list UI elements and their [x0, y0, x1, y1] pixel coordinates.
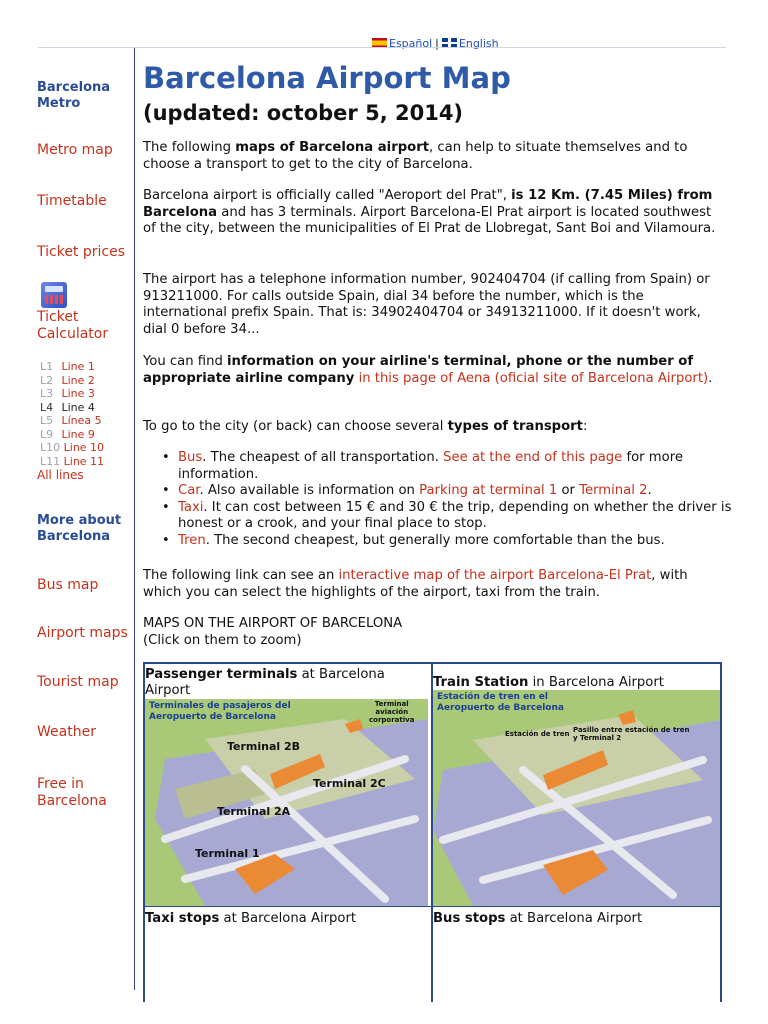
lang-english-link[interactable]: English [458, 37, 499, 50]
calculator-icon[interactable] [41, 282, 67, 308]
maps-heading-title: MAPS ON THE AIRPORT OF BARCELONA [143, 616, 403, 631]
caption-train-station: Train Station in Barcelona Airport [433, 675, 664, 690]
line-code: L3 [40, 387, 54, 400]
line-label[interactable]: Line 3 [61, 387, 95, 400]
line-code: L10 [40, 441, 61, 454]
line-code: L4 [40, 400, 54, 414]
train-map-svg [433, 690, 720, 906]
sidebar-link-weather[interactable]: Weather [37, 724, 96, 740]
caption-passenger-terminals: Passenger terminals at Barcelona Airport [145, 667, 385, 698]
transport-list [160, 450, 738, 550]
sidebar-link-metro-map[interactable]: Metro map [37, 142, 113, 158]
list-item: • Tren. The second cheapest, but generally more comfortable than the bus. [178, 533, 738, 550]
line-label: Line 4 [61, 400, 95, 414]
metro-lines-list [40, 360, 104, 468]
sidebar-link-free[interactable]: Free in Barcelona [37, 776, 107, 809]
taxi-link[interactable]: Taxi [178, 499, 204, 515]
end-of-page-link[interactable]: See at the end of this page [443, 450, 623, 465]
terminals-map-svg [145, 699, 428, 906]
line-label[interactable]: Line 2 [61, 373, 95, 387]
line-item[interactable] [40, 441, 104, 455]
line-item[interactable] [40, 428, 104, 442]
page-title: Barcelona Airport Map [143, 61, 511, 95]
line-code: L1 [40, 360, 54, 373]
list-item: • Bus. The cheapest of all transportation. See at the end of this page for more information. [178, 450, 738, 483]
sidebar-link-ticket-calculator[interactable]: Ticket Calculator [37, 309, 109, 342]
sidebar-link-bus-map[interactable]: Bus map [37, 577, 99, 593]
line-item[interactable] [40, 455, 104, 469]
line-code: L5 [40, 414, 54, 427]
interactive-map-link[interactable]: interactive map of the airport Barcelona-El Prat [338, 568, 652, 583]
caption-taxi-stops: Taxi stops at Barcelona Airport [145, 911, 357, 926]
map1-terminal-2c: Terminal 2C [313, 777, 386, 790]
line-item[interactable] [40, 360, 104, 374]
map1-terminal-2b: Terminal 2B [227, 740, 301, 753]
caption-bus-stops: Bus stops at Barcelona Airport [433, 911, 643, 926]
transport-intro: To go to the city (or back) can choose several types of transport: [143, 419, 588, 434]
terminals-map-image[interactable] [145, 699, 428, 906]
list-item: • Taxi. It can cost between 15 € and 30 € the trip, depending on whether the driver is honest or a crook, and your final place to stop. [178, 500, 738, 533]
map1-terminal-2a: Terminal 2A [217, 805, 291, 818]
line-label[interactable]: Line 11 [63, 454, 105, 468]
line-code: L11 [40, 454, 61, 468]
map2-station-label: Estación de tren [505, 730, 570, 738]
lang-separator: | [435, 37, 439, 50]
line-label[interactable]: Line 10 [63, 441, 105, 454]
sidebar-heading-more: More about Barcelona [37, 513, 122, 544]
sidebar-link-airport-maps[interactable]: Airport maps [37, 625, 128, 641]
list-item: • Car. Also available is information on Parking at terminal 1 or Terminal 2. [178, 483, 738, 500]
top-rule [38, 47, 726, 48]
map1-terminal-1: Terminal 1 [195, 847, 260, 860]
sidebar-link-all-lines[interactable]: All lines [37, 468, 84, 482]
parking-t1-link[interactable]: Parking at terminal 1 [419, 483, 558, 499]
bus-link[interactable]: Bus [178, 450, 203, 465]
line-label[interactable]: Line 9 [61, 427, 95, 441]
line-item-current [40, 401, 104, 415]
train-station-map-image[interactable] [433, 690, 720, 906]
line-code: L9 [40, 427, 54, 441]
airport-info-paragraph: Barcelona airport is officially called "Aeroport del Prat", is 12 Km. (7.45 Miles) from Barcelona and has 3 terminals. Airport Barcelona-El Prat airport is located southwest of the city, between the municipalities of El Prat de Llobregat, Sant Boi and Vilamoura. [143, 188, 716, 237]
line-label[interactable]: Line 1 [61, 360, 95, 373]
map1-title: Terminales de pasajeros del Aeropuerto de Barcelona [149, 701, 291, 722]
intro-paragraph: The following maps of Barcelona airport, can help to situate themselves and to choose a transport to get to the city of Barcelona. [143, 140, 688, 172]
language-switch [372, 37, 499, 50]
sidebar-divider [134, 48, 135, 990]
car-link[interactable]: Car [178, 483, 200, 499]
airline-paragraph: You can find information on your airline's terminal, phone or the number of appropriate airline company in this page of Aena (oficial site of Barcelona Airport). [143, 354, 713, 386]
lang-spanish-link[interactable]: Español [389, 37, 433, 50]
line-item[interactable] [40, 374, 104, 388]
aena-link[interactable]: in this page of Aena (oficial site of Barcelona Airport) [354, 370, 709, 386]
line-item[interactable] [40, 414, 104, 428]
phone-paragraph: The airport has a telephone information number, 902404704 (if calling from Spain) or 913211000. For calls outside Spain, dial 34 before the number, which is the international prefix Spain. That is: 34902404704 or 34913211000. If it doesn't work, dial 0 before 34... [143, 272, 710, 337]
sidebar-heading-metro: Barcelona Metro [37, 80, 111, 111]
map1-corporate-label: Terminal aviación corporativa [369, 700, 415, 724]
page-updated: (updated: october 5, 2014) [143, 101, 464, 125]
map2-title: Estación de tren en el Aeropuerto de Barcelona [437, 692, 564, 713]
sidebar-link-timetable[interactable]: Timetable [37, 193, 107, 209]
terminal2-link[interactable]: Terminal 2 [579, 483, 648, 499]
map2-corridor-label: Pasillo entre estación de tren y Terminal 2 [573, 726, 690, 742]
interactive-map-paragraph: The following link can see an interactive map of the airport Barcelona-El Prat, with which you can select the highlights of the airport, taxi from the train. [143, 568, 688, 600]
sidebar-link-ticket-prices[interactable]: Ticket prices [37, 244, 126, 260]
maps-heading-hint: (Click on them to zoom) [143, 632, 302, 648]
line-label[interactable]: Línea 5 [61, 414, 102, 427]
line-code: L2 [40, 373, 54, 387]
maps-heading [143, 616, 402, 649]
tren-link[interactable]: Tren [178, 532, 206, 548]
sidebar-link-tourist-map[interactable]: Tourist map [37, 674, 119, 690]
grid-divider-horizontal [145, 906, 720, 907]
line-item[interactable] [40, 387, 104, 401]
